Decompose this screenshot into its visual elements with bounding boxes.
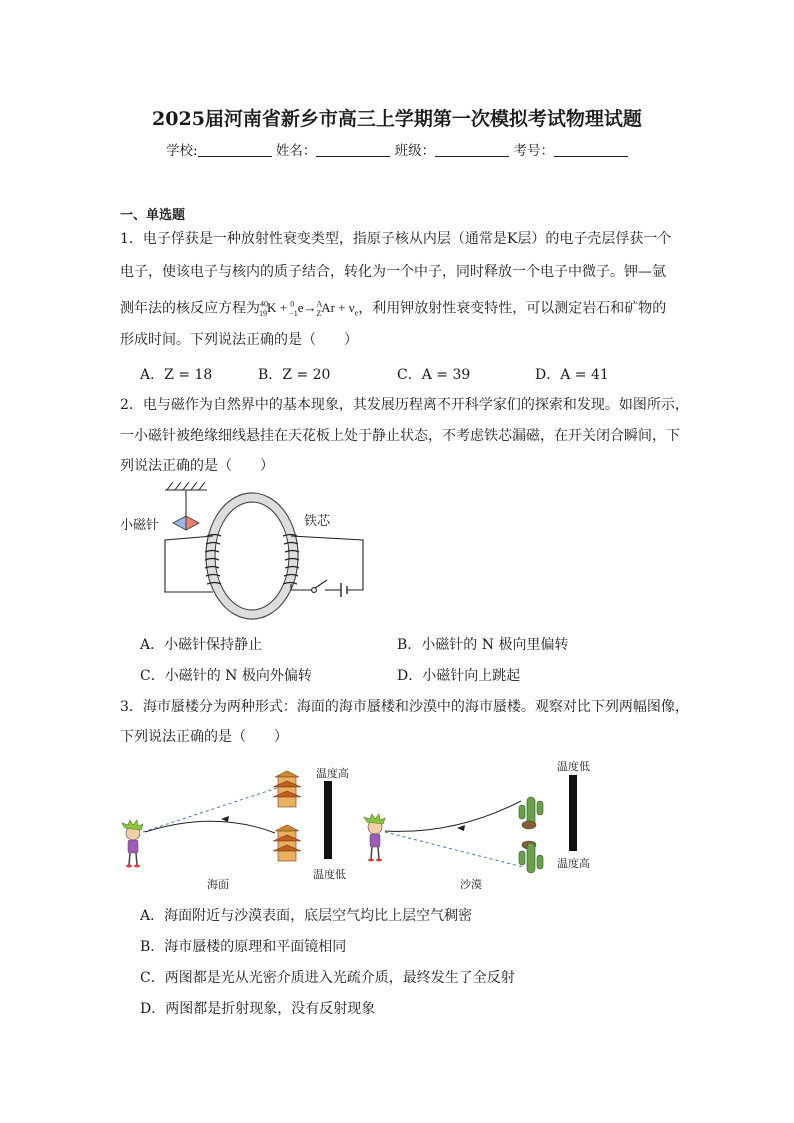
q3-option-c[interactable]: C．两图都是光从光密介质进入光疏介质，最终发生了全反射 bbox=[140, 970, 515, 986]
sea-caption: 海面 bbox=[207, 878, 229, 891]
desert-low-label: 温度低 bbox=[557, 760, 590, 773]
nuclear-equation: $^{40}_{19}K + ^0_{-1}e\to^A_ZAr + \nu_e$ bbox=[259, 300, 359, 318]
q3-figure-mirage bbox=[115, 755, 615, 895]
pagoda-upper bbox=[273, 771, 301, 807]
number-label: 考号： bbox=[513, 143, 554, 159]
school-label: 学校: bbox=[166, 143, 198, 159]
q3-line2: 下列说法正确的是（ ） bbox=[120, 729, 288, 745]
desert-temp-bar bbox=[569, 775, 577, 851]
iron-core-ring-outer bbox=[206, 493, 298, 619]
sea-low-label: 温度低 bbox=[313, 868, 346, 881]
q3-line1: 3．海市蜃楼分为两种形式：海面的海市蜃楼和沙漠中的海市蜃楼。观察对比下列两幅图像， bbox=[120, 699, 689, 715]
class-label: 班级： bbox=[394, 143, 436, 159]
desert-sight-line bbox=[385, 832, 523, 867]
q3-option-d[interactable]: D．两图都是折射现象，没有反射现象 bbox=[140, 1001, 376, 1017]
q2-line3: 列说法正确的是（ ） bbox=[120, 458, 274, 474]
q3-option-a[interactable]: A．海面附近与沙漠表面，底层空气均比上层空气稠密 bbox=[140, 908, 473, 924]
q1-line4: 形成时间。下列说法正确的是（ ） bbox=[120, 332, 358, 348]
core-label: 铁芯 bbox=[304, 514, 331, 529]
name-blank[interactable] bbox=[316, 142, 390, 157]
right-wire bbox=[291, 536, 363, 590]
needle-left-half bbox=[173, 516, 186, 530]
q1-option-d[interactable]: D．A = 41 bbox=[535, 367, 609, 383]
q1-option-c[interactable]: C．A = 39 bbox=[397, 367, 471, 383]
iron-core-ring-fill bbox=[211, 498, 294, 615]
section-heading: 一、单选题 bbox=[120, 208, 186, 223]
q2-option-b[interactable]: B．小磁针的 N 极向里偏转 bbox=[397, 637, 569, 653]
cactus-upper bbox=[519, 797, 543, 829]
q1-line1: 1．电子俘获是一种放射性衰变类型，指原子核从内层（通常是K层）的电子壳层俘获一个 bbox=[120, 231, 672, 247]
needle-right-half bbox=[186, 516, 199, 530]
desert-caption: 沙漠 bbox=[460, 878, 482, 891]
sea-high-label: 温度高 bbox=[316, 767, 349, 780]
class-blank[interactable] bbox=[435, 142, 509, 157]
pagoda-lower bbox=[273, 825, 301, 861]
q2-line1: 2．电与磁作为自然界中的基本现象，其发展历程离不开科学家们的探索和发现。如图所示， bbox=[120, 397, 689, 413]
q2-line2: 一小磁针被绝缘细线悬挂在天花板上处于静止状态，不考虑铁芯漏磁，在开关闭合瞬间，下 bbox=[120, 428, 680, 444]
number-blank[interactable] bbox=[554, 142, 628, 157]
needle-label: 小磁针 bbox=[120, 518, 160, 533]
student-info-line bbox=[0, 139, 794, 159]
ceiling-hatch bbox=[165, 482, 207, 490]
sea-temp-bar bbox=[324, 781, 332, 859]
desert-high-label: 温度高 bbox=[557, 857, 590, 870]
q1-line3 bbox=[120, 295, 666, 324]
q3-option-b[interactable]: B．海市蜃楼的原理和平面镜相同 bbox=[140, 939, 347, 955]
sea-light-path bbox=[145, 821, 275, 833]
q2-option-d[interactable]: D．小磁针向上跳起 bbox=[397, 668, 521, 684]
q2-option-a[interactable]: A．小磁针保持静止 bbox=[140, 637, 263, 653]
page-title: 2025届河南省新乡市高三上学期第一次模拟考试物理试题 bbox=[152, 108, 642, 130]
switch bbox=[312, 580, 327, 592]
desert-arrow bbox=[457, 825, 465, 831]
girl-desert bbox=[364, 814, 385, 862]
sea-sight-line bbox=[143, 788, 277, 832]
school-blank[interactable] bbox=[198, 142, 272, 157]
q1-option-a[interactable]: A．Z = 18 bbox=[140, 367, 213, 383]
name-label: 姓名： bbox=[275, 143, 317, 159]
q1-line2: 电子，使该电子与核内的质子结合，转化为一个中子，同时释放一个电子中微子。钾—氩 bbox=[120, 264, 666, 280]
battery bbox=[341, 583, 347, 597]
q2-figure-circuit bbox=[115, 478, 375, 620]
girl-sea bbox=[122, 820, 143, 868]
desert-light-path bbox=[385, 801, 521, 831]
q1-line3-post: ，利用钾放射性衰变特性，可以测定岩石和矿物的 bbox=[358, 300, 667, 317]
q1-line3-pre: 测年法的核反应方程为 bbox=[120, 300, 260, 317]
iron-core-ring-inner bbox=[215, 502, 289, 610]
q2-option-c[interactable]: C．小磁针的 N 极向外偏转 bbox=[140, 668, 312, 684]
q1-option-b[interactable]: B．Z = 20 bbox=[258, 367, 331, 383]
cactus-lower bbox=[519, 841, 543, 873]
